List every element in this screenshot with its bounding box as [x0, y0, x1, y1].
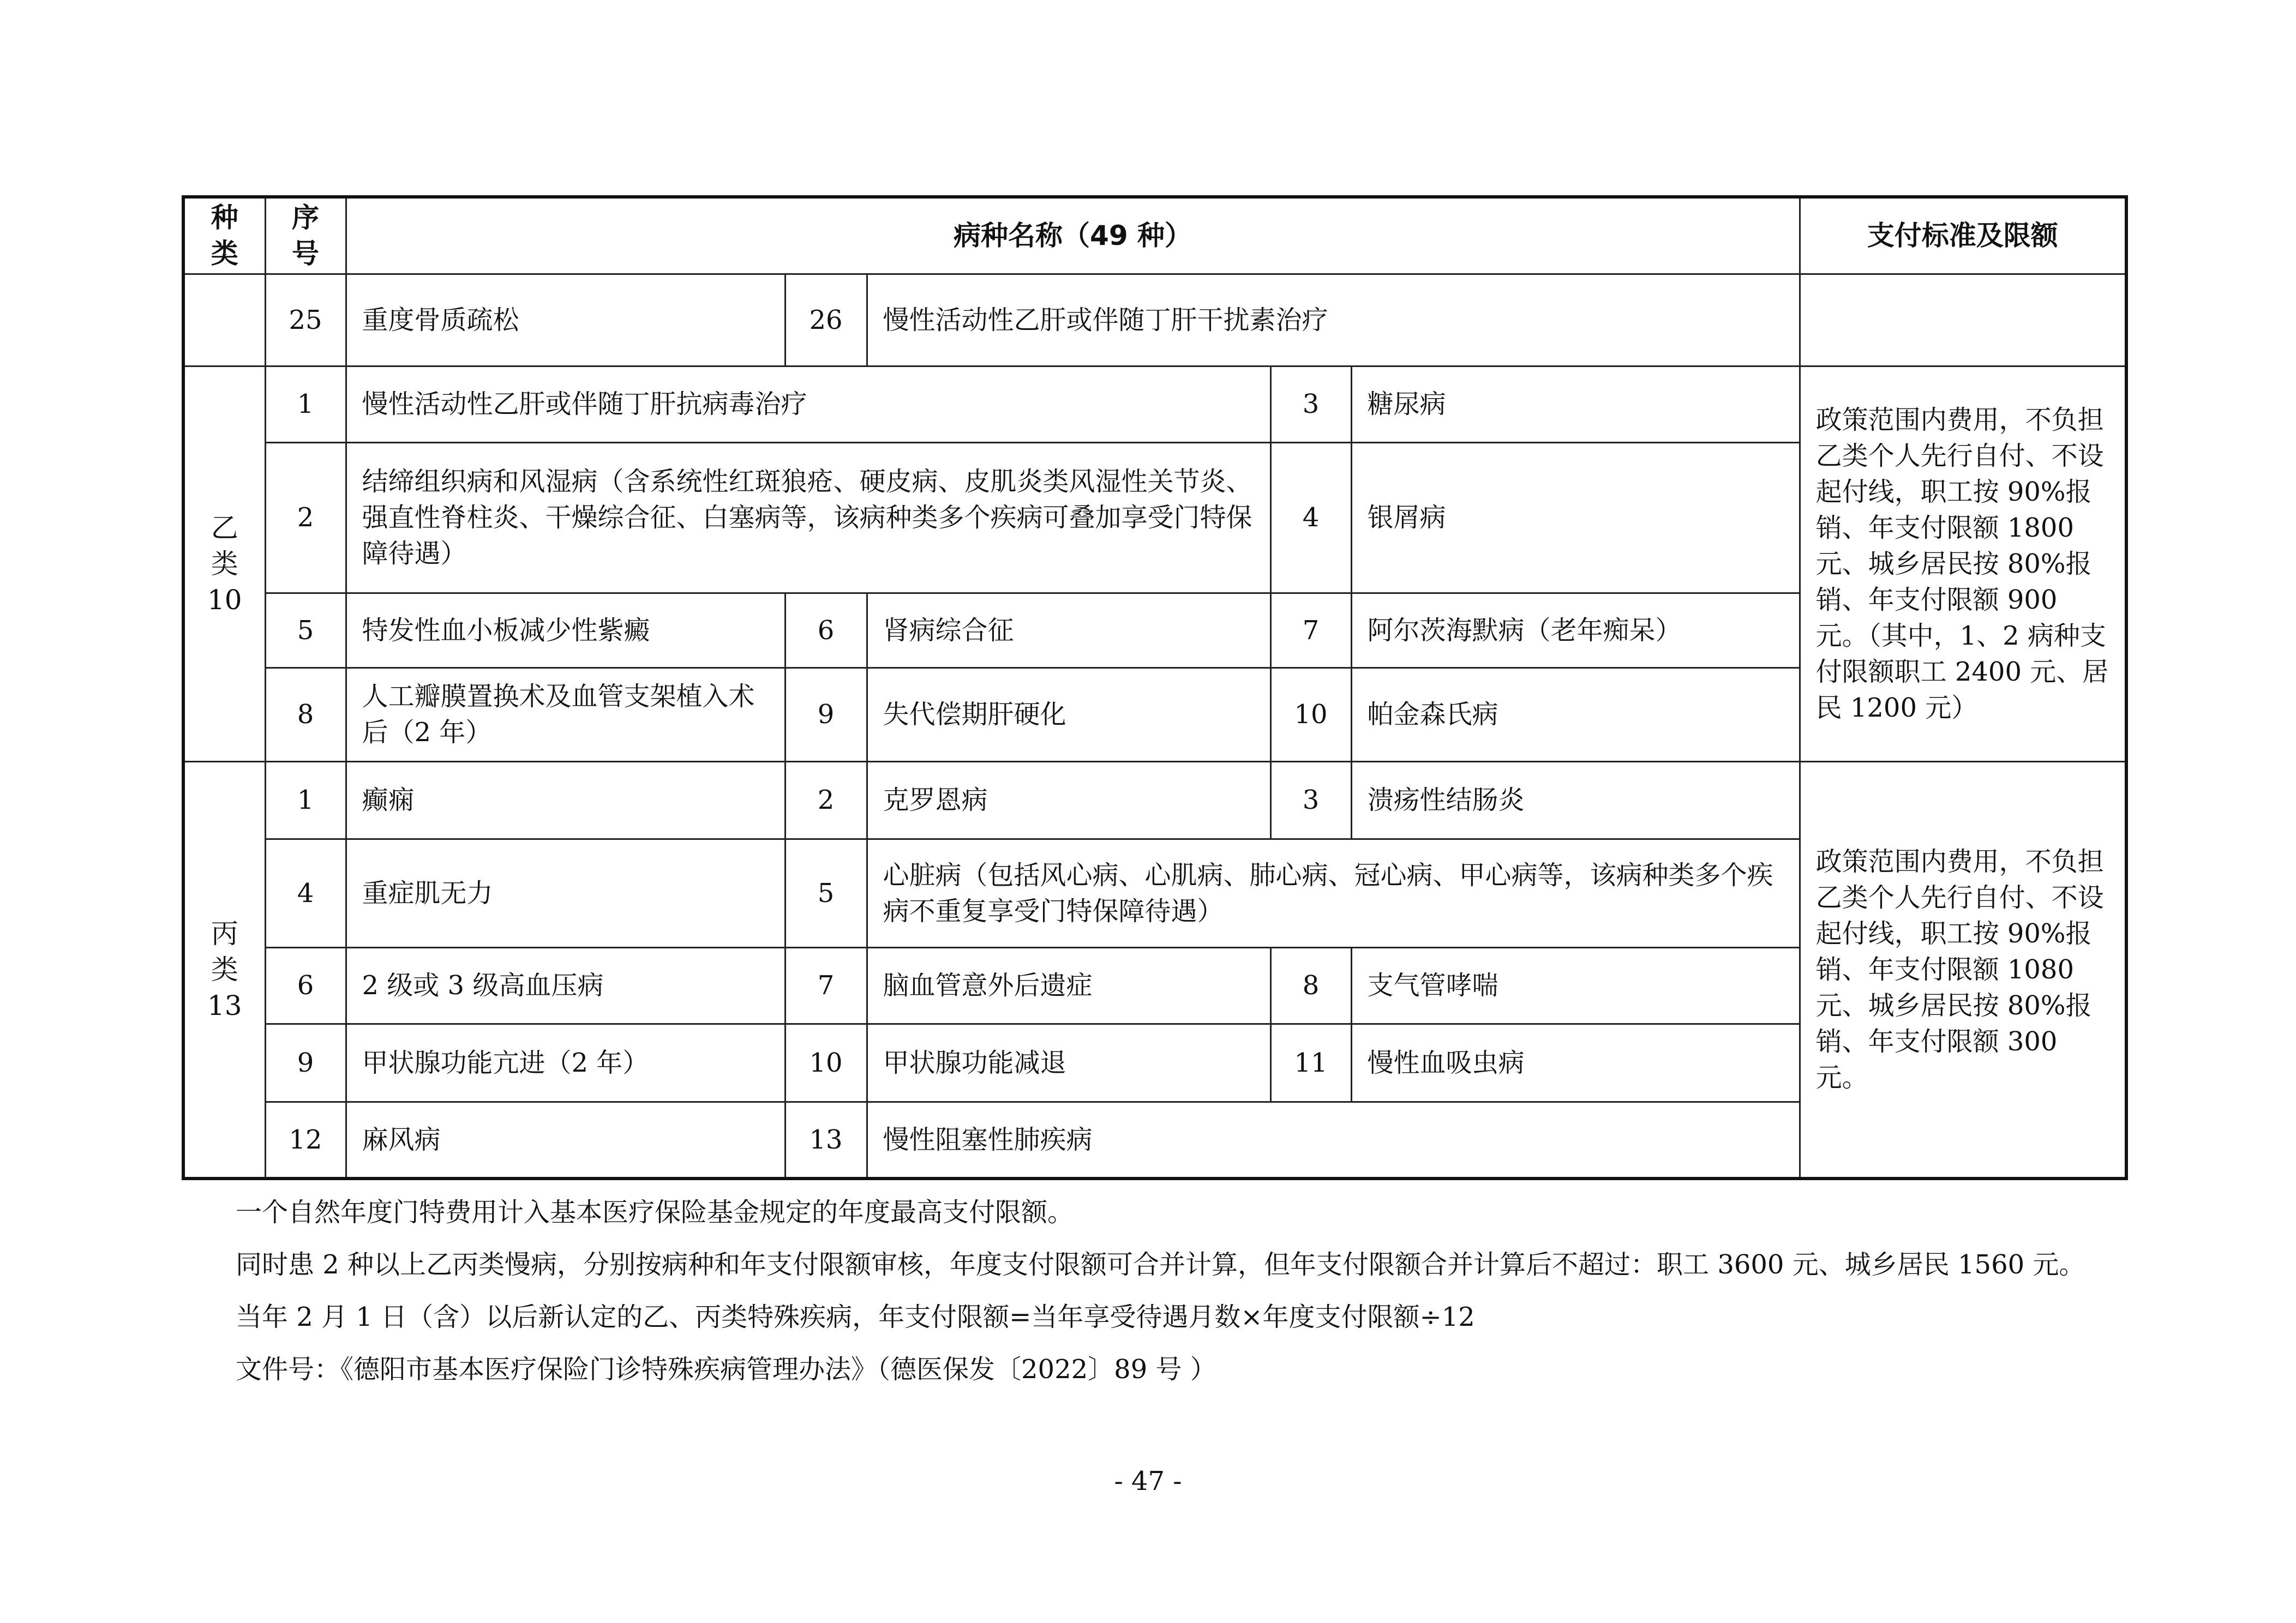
page-number: - 47 -: [1114, 1466, 1182, 1496]
header-category: 种类: [183, 197, 265, 274]
empty-category-cell: [183, 274, 265, 366]
disease-cell: 阿尔茨海默病（老年痴呆）: [1351, 593, 1800, 668]
disease-cell: 银屑病: [1351, 442, 1800, 593]
seq-cell: 2: [265, 442, 346, 593]
disease-cell: 甲状腺功能减退: [867, 1024, 1270, 1102]
seq-cell: 9: [785, 668, 867, 761]
header-disease: 病种名称（49 种）: [346, 197, 1800, 274]
header-seq: 序号: [265, 197, 346, 274]
seq-cell: 9: [265, 1024, 346, 1102]
table-row: [183, 761, 2126, 839]
category-yi-char1: 乙: [211, 512, 238, 544]
seq-cell: 3: [1270, 366, 1351, 442]
seq-cell: 12: [265, 1102, 346, 1179]
disease-cell: 2 级或 3 级高血压病: [346, 947, 785, 1024]
disease-cell: 重症肌无力: [346, 839, 785, 947]
disease-cell: 脑血管意外后遗症: [867, 947, 1270, 1024]
seq-cell: 8: [265, 668, 346, 761]
seq-cell: 8: [1270, 947, 1351, 1024]
seq-cell: 10: [1270, 668, 1351, 761]
header-payment: 支付标准及限额: [1800, 197, 2126, 274]
category-bing: [183, 761, 265, 1179]
seq-cell: 10: [785, 1024, 867, 1102]
seq-cell: 6: [265, 947, 346, 1024]
category-yi-count: 10: [207, 584, 242, 616]
notes: [236, 1194, 2085, 1404]
note-line: 文件号：《德阳市基本医疗保险门诊特殊疾病管理办法》（德医保发〔2022〕89 号 ）: [236, 1354, 1216, 1385]
seq-cell: 3: [1270, 761, 1351, 839]
disease-cell: 心脏病（包括风心病、心肌病、肺心病、冠心病、甲心病等，该病种类多个疾病不重复享受门特保障待遇）: [867, 839, 1800, 947]
disease-cell: 甲状腺功能亢进（2 年）: [346, 1024, 785, 1102]
disease-cell: 慢性阻塞性肺疾病: [867, 1102, 1800, 1179]
disease-cell: 麻风病: [346, 1102, 785, 1179]
header-row: [183, 197, 2126, 274]
disease-cell: 人工瓣膜置换术及血管支架植入术后（2 年）: [346, 668, 785, 761]
seq-cell: 13: [785, 1102, 867, 1179]
note-line: 当年 2 月 1 日（含）以后新认定的乙、丙类特殊疾病，年支付限额=当年享受待遇月数×年度支付限额÷12: [236, 1302, 1475, 1332]
category-bing-char1: 丙: [211, 917, 238, 949]
disease-cell: 慢性活动性乙肝或伴随丁肝干扰素治疗: [867, 274, 1800, 366]
seq-cell: 1: [265, 761, 346, 839]
note-line: 一个自然年度门特费用计入基本医疗保险基金规定的年度最高支付限额。: [236, 1197, 1074, 1228]
seq-cell: 25: [265, 274, 346, 366]
seq-cell: 5: [785, 839, 867, 947]
table-row: [183, 366, 2126, 442]
empty-payment-cell: [1800, 274, 2126, 366]
disease-cell: 慢性活动性乙肝或伴随丁肝抗病毒治疗: [346, 366, 1270, 442]
seq-cell: 2: [785, 761, 867, 839]
disease-cell: 克罗恩病: [867, 761, 1270, 839]
seq-cell: 5: [265, 593, 346, 668]
seq-cell: 7: [785, 947, 867, 1024]
disease-cell: 失代偿期肝硬化: [867, 668, 1270, 761]
disease-cell: 支气管哮喘: [1351, 947, 1800, 1024]
note-line: 同时患 2 种以上乙丙类慢病，分别按病种和年支付限额审核，年度支付限额可合并计算，但年支付限额合并计算后不超过：职工 3600 元、城乡居民 1560 元。: [236, 1249, 2085, 1280]
disease-cell: 重度骨质疏松: [346, 274, 785, 366]
disease-cell: 特发性血小板减少性紫癜: [346, 593, 785, 668]
disease-cell: 糖尿病: [1351, 366, 1800, 442]
seq-cell: 26: [785, 274, 867, 366]
seq-cell: 4: [1270, 442, 1351, 593]
disease-cell: 溃疡性结肠炎: [1351, 761, 1800, 839]
payment-yi: 政策范围内费用，不负担乙类个人先行自付、不设起付线，职工按 90%报销、年支付限额 1800 元、城乡居民按 80%报销、年支付限额 900 元。（其中，1、2 病种支付限额职工 2400 元、居民 1200 元）: [1800, 366, 2126, 761]
category-bing-count: 13: [207, 989, 242, 1021]
table-row: [183, 274, 2126, 366]
disease-cell: 帕金森氏病: [1351, 668, 1800, 761]
disease-table: [182, 195, 2128, 1180]
seq-cell: 6: [785, 593, 867, 668]
disease-cell: 肾病综合征: [867, 593, 1270, 668]
seq-cell: 7: [1270, 593, 1351, 668]
category-yi-char2: 类: [211, 548, 238, 580]
seq-cell: 11: [1270, 1024, 1351, 1102]
payment-bing: 政策范围内费用，不负担乙类个人先行自付、不设起付线，职工按 90%报销、年支付限额 1080 元、城乡居民按 80%报销、年支付限额 300 元。: [1800, 761, 2126, 1179]
category-bing-char2: 类: [211, 953, 238, 985]
seq-cell: 1: [265, 366, 346, 442]
disease-cell: 慢性血吸虫病: [1351, 1024, 1800, 1102]
disease-cell: 癫痫: [346, 761, 785, 839]
seq-cell: 4: [265, 839, 346, 947]
disease-cell: 结缔组织病和风湿病（含系统性红斑狼疮、硬皮病、皮肌炎类风湿性关节炎、强直性脊柱炎、干燥综合征、白塞病等，该病种类多个疾病可叠加享受门特保障待遇）: [346, 442, 1270, 593]
category-yi: [183, 366, 265, 761]
